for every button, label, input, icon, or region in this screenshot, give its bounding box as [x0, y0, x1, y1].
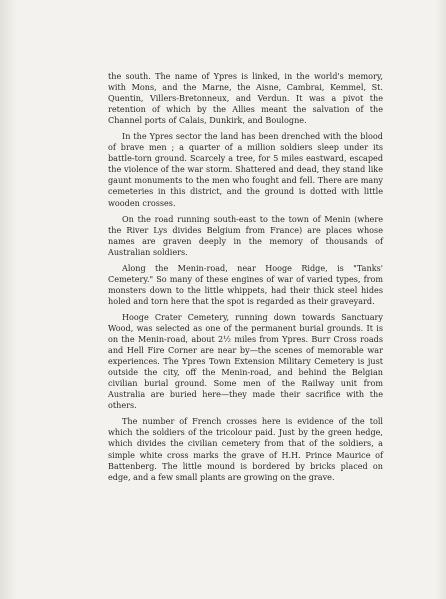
paragraph-ypres-memory: the south. The name of Ypres is linked, in the world's memory, with Mons, and the Marne, the Aisne, Cambrai, Kemmel, St. Quentin, Villers-Bretonneux, and Verdun. It was a pivot the retention of which by the Allies meant the salvation of the Channel ports of Calais, Dunkirk, and Boulogne.	[108, 71, 383, 126]
paragraph-ypres-sector: In the Ypres sector the land has been drenched with the blood of brave men ; a quarter of a million soldiers sleep under its battle-torn ground. Scarcely a tree, for 5 miles eastward, escaped the violence of the war storm. Shattered and dead, they stand like gaunt monuments to the men who fought and fell. There are many cemeteries in this district, and the ground is dotted with little wooden crosses.	[108, 131, 383, 208]
paragraph-menin-road: On the road running south-east to the town of Menin (where the River Lys divides Belgium from France) are places whose names are graven deeply in the memory of thousands of Australian soldiers.	[108, 213, 383, 257]
paragraph-tanks-cemetery: Along the Menin-road, near Hooge Ridge, is "Tanks' Cemetery." So many of these engines of war of varied types, from monsters down to the little whippets, had their thick steel hides holed and torn here that the spot is regarded as their graveyard.	[108, 262, 383, 306]
paragraph-hooge-crater: Hooge Crater Cemetery, running down towards Sanctuary Wood, was selected as one of the permanent burial grounds. It is on the Menin-road, about 2½ miles from Ypres. Burr Cross roads and Hell Fire Corner are near by—the scenes of memorable war experiences. The Ypres Town Extension Military Cemetery is just outside the city, off the Menin-road, and behind the Belgian civilian burial ground. Some men of the Railway unit from Australia are buried here—they made their sacrifice with the others.	[108, 311, 383, 411]
body-text	[108, 71, 383, 488]
paragraph-french-crosses: The number of French crosses here is evidence of the toll which the soldiers of the tricolour paid. Just by the green hedge, which divides the civilian cemetery from that of the soldiers, a simple white cross marks the grave of H.H. Prince Maurice of Battenberg. The little mound is bordered by bricks placed on edge, and a few small plants are growing on the grave.	[108, 416, 383, 482]
